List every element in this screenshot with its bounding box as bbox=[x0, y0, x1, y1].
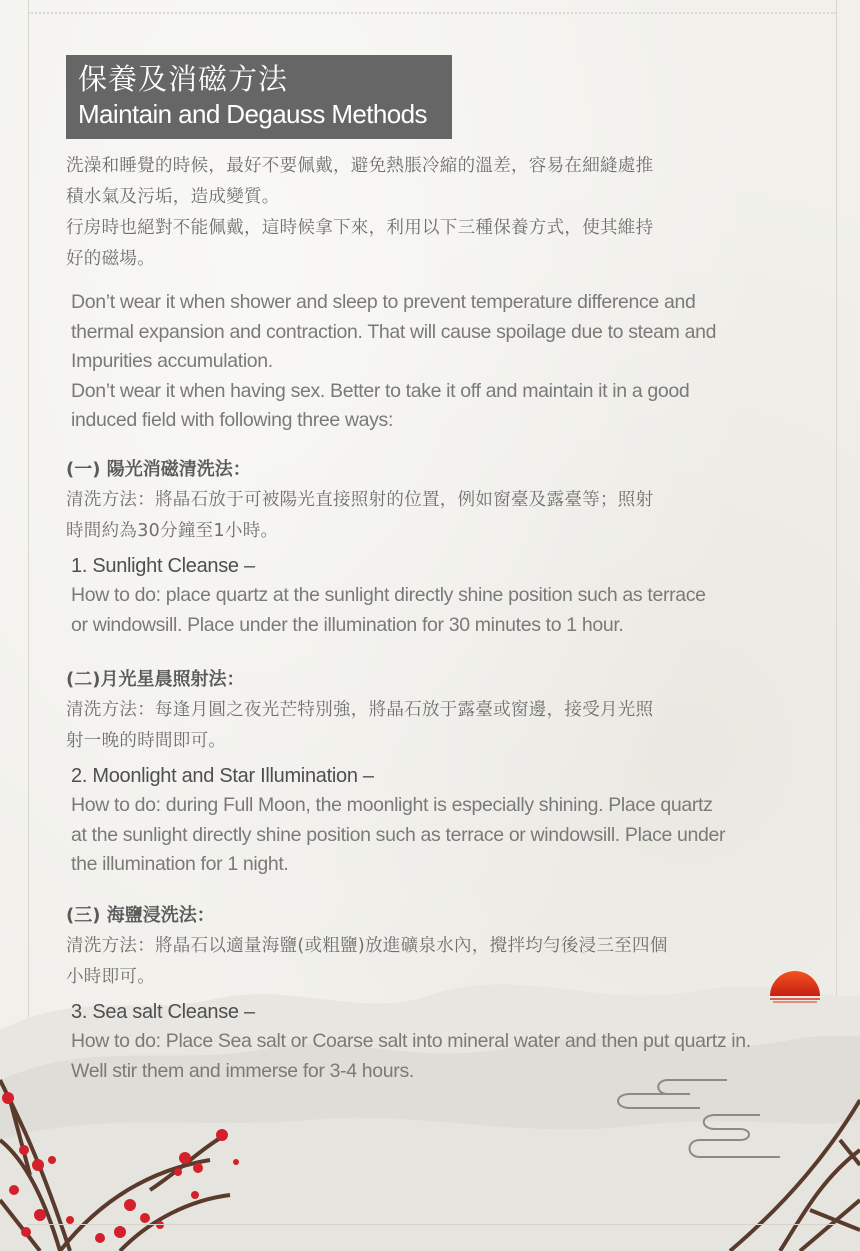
top-dotted-border bbox=[28, 12, 836, 14]
method-sea-salt bbox=[66, 901, 816, 1086]
bottom-frame-line bbox=[28, 1224, 836, 1225]
method-desc-zh: 清洗方法：每逢月圓之夜光芒特別強，將晶石放于露臺或窗邊，接受月光照 射一晚的時間即可。 bbox=[66, 700, 654, 751]
method-desc-en: How to do: during Full Moon, the moonlight is especially shining. Place quartz at the sunlight directly shine position such as terrace or windowsill. Place under the illumination for 1 night. bbox=[71, 794, 726, 875]
method-desc-zh: 清洗方法：將晶石以適量海鹽(或粗鹽)放進礦泉水內，攪拌均勻後浸三至四個 小時即可。 bbox=[66, 936, 668, 987]
title-chinese: 保養及消磁方法 bbox=[78, 62, 289, 96]
method-heading-en: 2. Moonlight and Star Illumination – bbox=[71, 765, 374, 787]
method-desc-zh: 清洗方法：將晶石放于可被陽光直接照射的位置，例如窗臺及露臺等；照射 時間約為30分鐘至1小時。 bbox=[66, 490, 654, 541]
intro-en-text: Don’t wear it when shower and sleep to prevent temperature difference and thermal expansion and contraction. That will cause spoilage due to steam and Impurities accumulation. Don’t wear it when having sex. Better to take it off and maintain it in a good induced field with following three ways: bbox=[71, 291, 717, 431]
method-heading-en: 1. Sunlight Cleanse – bbox=[71, 555, 255, 577]
method-desc-en: How to do: place quartz at the sunlight directly shine position such as terrace or windowsill. Place under the illumination for 30 minutes to 1 hour. bbox=[71, 584, 706, 636]
intro-zh-text: 洗澡和睡覺的時候，最好不要佩戴，避免熱脹冷縮的溫差，容易在細縫處推 積水氣及污垢，造成變質。 行房時也絕對不能佩戴，這時候拿下來，利用以下三種保養方式，使其維持 好的磁場。 bbox=[66, 156, 654, 269]
method-moonlight bbox=[66, 665, 816, 880]
method-heading-zh: (二)月光星晨照射法： bbox=[66, 669, 245, 690]
method-heading-zh: (一) 陽光消磁清洗法： bbox=[66, 459, 251, 480]
method-sunlight bbox=[66, 455, 816, 640]
intro-english bbox=[66, 288, 816, 436]
title-english: Maintain and Degauss Methods bbox=[78, 99, 427, 129]
method-heading-en: 3. Sea salt Cleanse – bbox=[71, 1001, 255, 1023]
method-heading-zh: (三) 海鹽浸洗法： bbox=[66, 905, 215, 926]
method-desc-en: How to do: Place Sea salt or Coarse salt into mineral water and then put quartz in. Well stir them and immerse for 3-4 hours. bbox=[71, 1030, 751, 1082]
title-banner bbox=[66, 55, 452, 139]
intro-chinese bbox=[66, 151, 816, 275]
